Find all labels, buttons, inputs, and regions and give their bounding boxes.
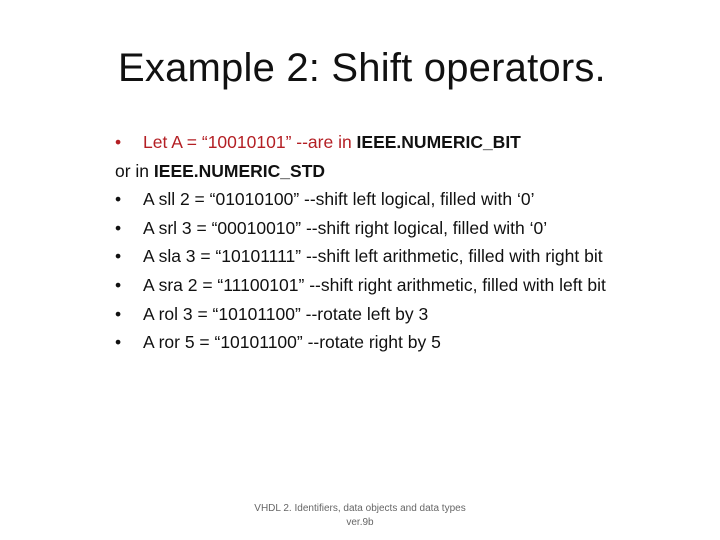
numeric-bit-package: IEEE.NUMERIC_BIT	[356, 132, 521, 152]
slide-footer: VHDL 2. Identifiers, data objects and data types ver.9b	[254, 503, 466, 528]
bullet-icon: •	[115, 189, 122, 210]
bullet-line-rol	[115, 300, 705, 329]
continuation-line	[115, 157, 705, 186]
sra-example: A sra 2 = “11100101” --shift right arithmetic, filled with left bit	[143, 274, 606, 295]
sll-example: A sll 2 = “01010100” --shift left logical, filled with ‘0’	[143, 189, 535, 210]
bullet-line-let	[115, 128, 705, 157]
bullet-line-sll	[115, 185, 705, 214]
bullet-icon: •	[115, 246, 122, 267]
slide-title: Example 2: Shift operators.	[118, 46, 606, 90]
ror-example: A ror 5 = “10101100” --rotate right by 5	[143, 332, 441, 353]
slide-body	[115, 128, 705, 357]
bullet-line-sra	[115, 271, 705, 300]
bullet-icon: •	[115, 132, 122, 152]
bullet-line-sla	[115, 242, 705, 271]
bullet-icon: •	[115, 274, 122, 295]
rol-example: A rol 3 = “10101100” --rotate left by 3	[143, 303, 429, 324]
bullet-icon: •	[115, 332, 122, 353]
let-a-definition: Let A = “10010101” --are in	[143, 132, 357, 152]
bullet-icon: •	[115, 303, 122, 324]
bullet-icon: •	[115, 217, 122, 238]
bullet-line-ror	[115, 328, 705, 357]
numeric-std-package: IEEE.NUMERIC_STD	[153, 160, 326, 181]
or-in-text: or in	[115, 160, 154, 181]
sla-example: A sla 3 = “10101111” --shift left arithmetic, filled with right bit	[143, 246, 603, 267]
bullet-line-srl	[115, 214, 705, 243]
srl-example: A srl 3 = “00010010” --shift right logical, filled with ‘0’	[143, 217, 548, 238]
